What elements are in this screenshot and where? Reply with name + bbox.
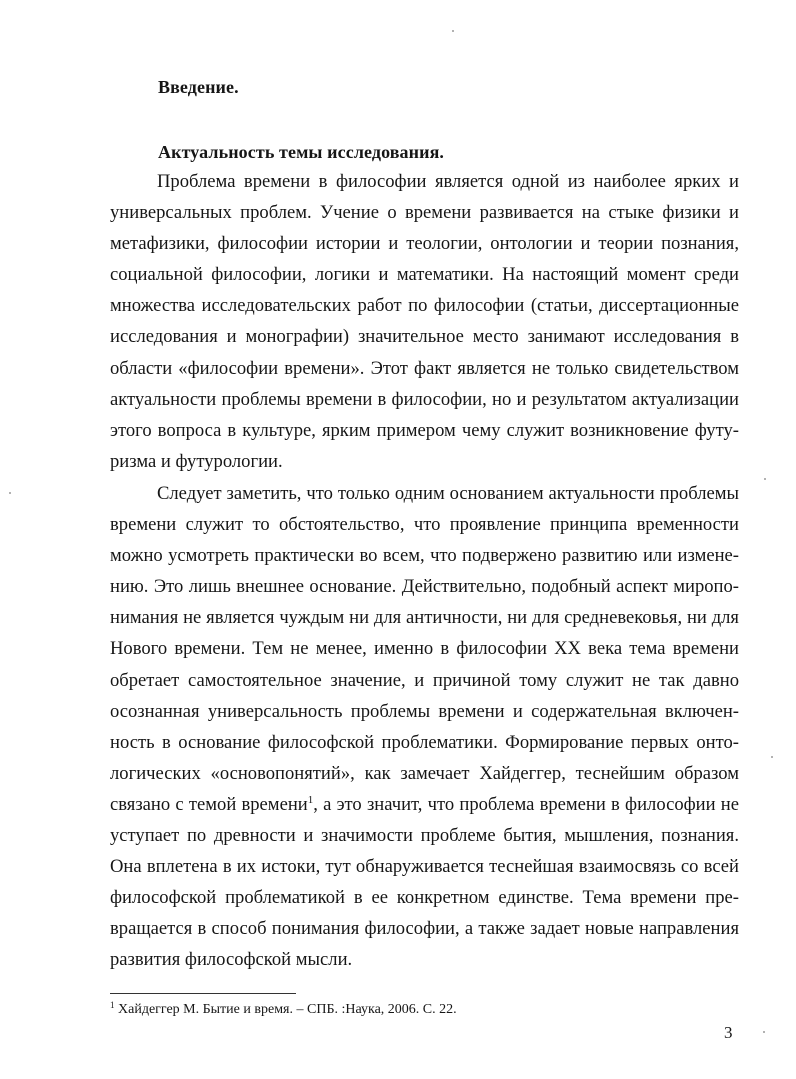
body-paragraph-2 bbox=[110, 478, 739, 976]
paragraph-text: Следует заметить, что только одним основанием актуальности проблемы времени служит то обстоятельство, что проявление принципа временности можно усмотреть практически во всем, что подвержено развитию или изменению. Это лишь внешнее основание. Действительно, подобный аспект миропонимания не является чуждым ни для античности, ни для средневековья, ни для Нового времени. Тем не менее, именно в философии XX века тема времени обретает самостоятельное значение, и причиной тому служит не так давно осознанная универсальность проблемы времени и содержательная включенность в основание философской проблематики. Формирование первых онтологических «основопонятий», как замечает Хайдеггер, теснейшим образом связано с темой времени bbox=[110, 483, 739, 815]
section-heading-introduction: Введение. bbox=[158, 77, 239, 97]
scan-speck bbox=[452, 30, 454, 32]
paragraph-text: , а это значит, что проблема времени в философии не уступает по древности и значимости проблеме бытия, мышления, познания. Она вплетена в их истоки, тут обнаруживается теснейшая взаимосвязь со всей философской проблематикой в ее конкретном единстве. Тема времени превращается в способ понимания философии, а также задает новые направления развития философской мысли. bbox=[110, 793, 739, 971]
footnote-separator bbox=[110, 993, 296, 994]
footnote bbox=[110, 1001, 457, 1018]
scan-speck bbox=[771, 756, 773, 758]
scan-speck bbox=[764, 478, 766, 480]
footnote-reference: 1 bbox=[307, 793, 314, 806]
scan-speck bbox=[763, 1031, 765, 1033]
scan-speck bbox=[9, 492, 11, 494]
footnote-text: Хайдеггер М. Бытие и время. – СПБ. :Наука, 2006. С. 22. bbox=[114, 1002, 457, 1017]
section-heading-relevance: Актуальность темы исследования. bbox=[158, 142, 445, 162]
page-number: 3 bbox=[724, 1023, 733, 1042]
body-paragraph-1: Проблема времени в философии является одной из наиболее ярких и универсальных проблем. Учение о времени развивается на стыке физики и метафизики, философии истории и теологии, онтологии и теории познания, социальной философии, логики и математики. На настоящий момент среди множества исследовательских работ по философии (статьи, диссертационные исследования и монографии) значительное место занимают исследования в области «философии времени». Этот факт является не только свидетельством актуальности проблемы времени в философии, но и результатом актуализации этого вопроса в культуре, ярким примером чему служит возникновение футуризма и футурологии. bbox=[110, 171, 739, 472]
footnote-mark: 1 bbox=[110, 1000, 115, 1010]
